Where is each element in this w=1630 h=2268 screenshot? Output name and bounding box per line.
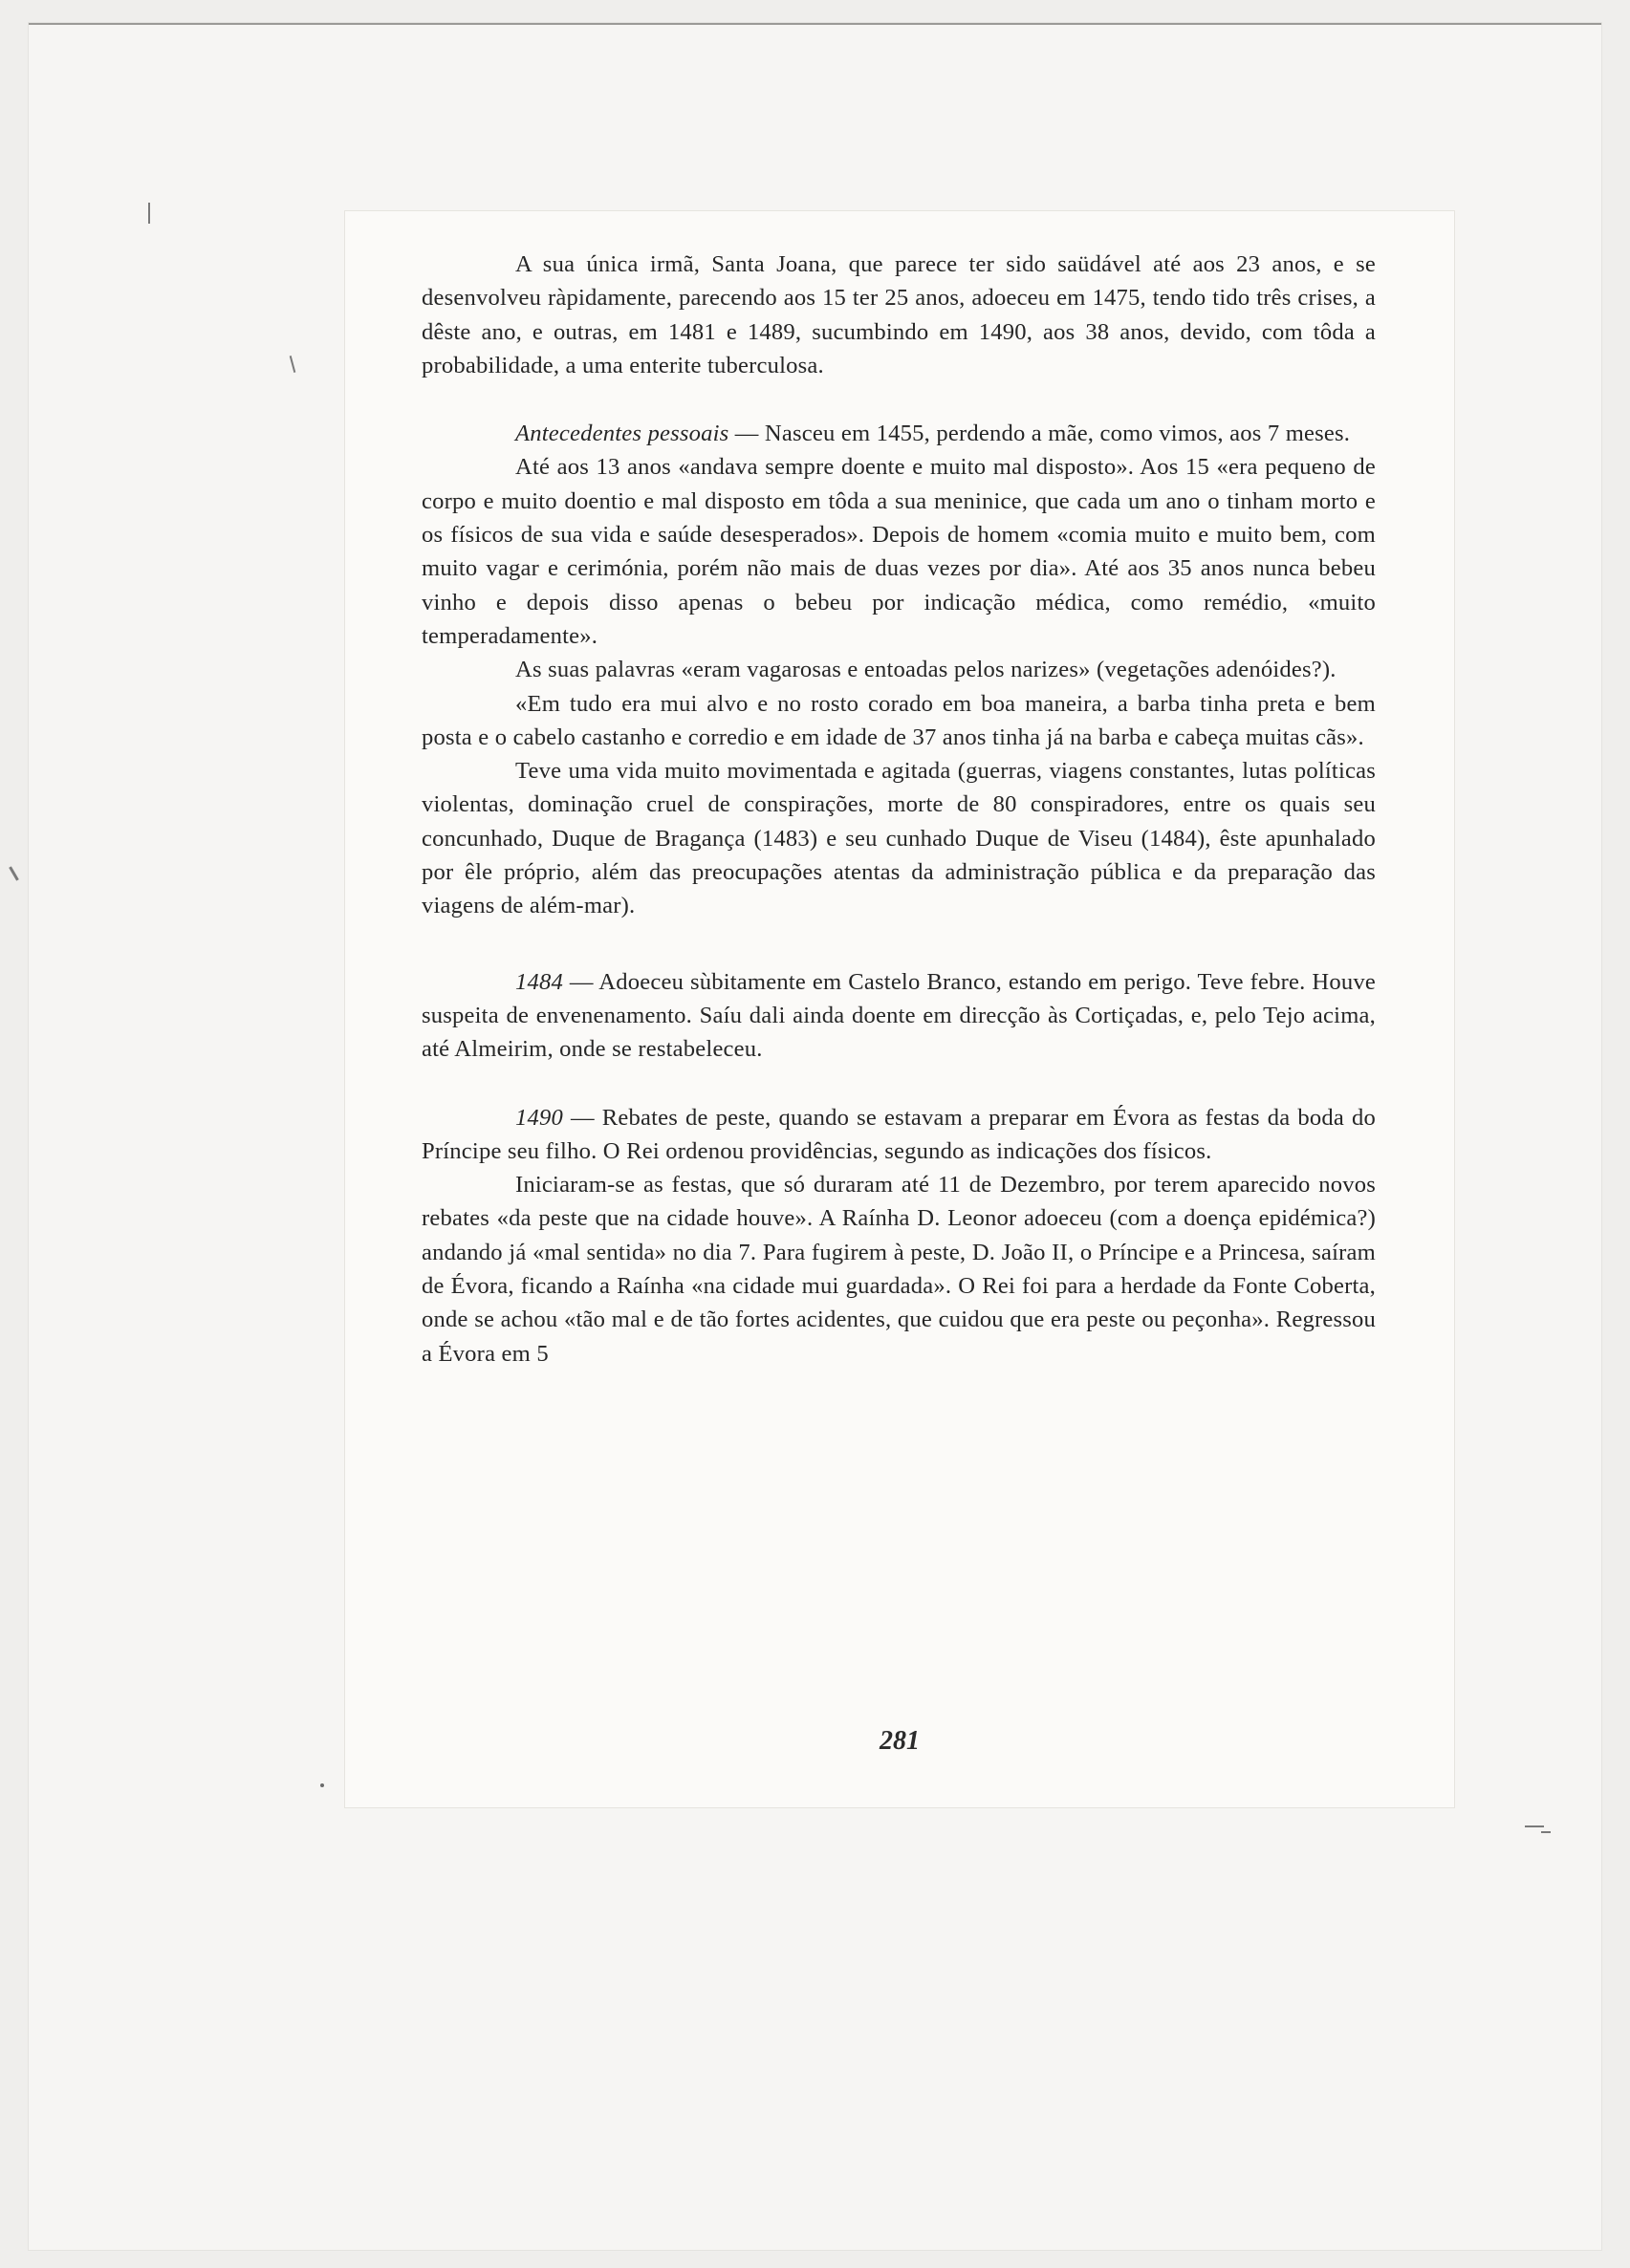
paragraph-1484 (422, 965, 1376, 1067)
paragraph-aparencia: «Em tudo era mui alvo e no rosto corado em boa maneira, a barba tinha preta e bem posta e o cabelo castanho e corredio e em idade de 37 anos tinha já na barba e cabeça muitas cãs». (422, 690, 1376, 750)
scan-speck (320, 1783, 324, 1787)
paragraph-vida-agitada: Teve uma vida muito movimentada e agitada (guerras, viagens constantes, lutas políticas violentas, dominação cruel de conspirações, morte de 80 conspiradores, entre os quais seu concunhado, Duque de Bragança (1483) e seu cunhado Duque de Viseu (1484), êste apunhalado por êle próprio, além das preocupações atentas da administração pública e da preparação das viagens de além-mar). (422, 758, 1376, 919)
scan-mark (1525, 1825, 1544, 1827)
paragraph-santa-joana: A sua única irmã, Santa Joana, que parece ter sido saüdável até aos 23 anos, e se desenvolveu ràpidamente, parecendo aos 15 ter 25 anos, adoeceu em 1475, tendo tido três crises, a dêste ano, e outras, em 1481 e 1489, sucumbindo em 1490, aos 38 anos, devido, com tôda a probabilidade, a uma enterite tuberculosa. (422, 251, 1376, 378)
paragraph-1490-body: — Rebates de peste, quando se estavam a preparar em Évora as festas da boda do Príncipe seu filho. O Rei ordenou providências, segundo as indicações dos físicos. (422, 1104, 1376, 1164)
paragraph-1484-body: — Adoeceu sùbitamente em Castelo Branco, estando em perigo. Teve febre. Houve suspeita de envenenamento. Saíu dali ainda doente em direcção às Cortiçadas, e, pelo Tejo acima, até Almeirim, onde se restabeleceu. (422, 968, 1376, 1063)
paragraph-palavras: As suas palavras «eram vagarosas e entoadas pelos narizes» (vegetações adenóides?). (515, 657, 1337, 683)
paragraph-festas: Iniciaram-se as festas, que só duraram até 11 de Dezembro, por terem aparecido novos rebates «da peste que na cidade houve». A Raínha D. Leonor adoeceu (com a doença epidémica?) andando já «mal sentida» no dia 7. Para fugirem à peste, D. João II, o Príncipe e a Princesa, saíram de Évora, ficando a Raínha «na cidade mui guardada». O Rei foi para a herdade da Fonte Coberta, onde se achou «tão mal e de tão fortes acidentes, que cuidou que era peste ou peçonha». Regressou a Évora em 5 (422, 1172, 1376, 1367)
book-page (344, 210, 1455, 1808)
paragraph-infancia: Até aos 13 anos «andava sempre doente e muito mal disposto». Aos 15 «era pequeno de corpo e muito doentio e mal disposto em tôda a sua meninice, que cada um ano o tinham morto e os físicos de sua vida e saúde desesperados». Depois de homem «comia muito e muito bem, com muito vagar e cerimónia, porém não mais de duas vezes por dia». Até aos 35 anos nunca bebeu vinho e depois disso apenas o bebeu por indicação médica, como remédio, «muito temperadamente». (422, 454, 1376, 649)
scan-mark (148, 203, 150, 224)
scan-mark (9, 866, 19, 880)
year-lead-1484: 1484 (515, 968, 563, 995)
year-lead-1490: 1490 (515, 1104, 563, 1131)
page-number: 281 (880, 1726, 920, 1756)
paragraph-antecedentes (422, 417, 1376, 450)
page-text (422, 248, 1376, 1371)
sheet-top-edge (29, 23, 1601, 25)
paragraph-1490 (422, 1101, 1376, 1169)
section-lead-antecedentes: Antecedentes pessoais (515, 421, 729, 447)
scan-mark (1541, 1831, 1551, 1833)
paragraph-antecedentes-body: — Nasceu em 1455, perdendo a mãe, como vimos, aos 7 meses. (728, 421, 1351, 447)
